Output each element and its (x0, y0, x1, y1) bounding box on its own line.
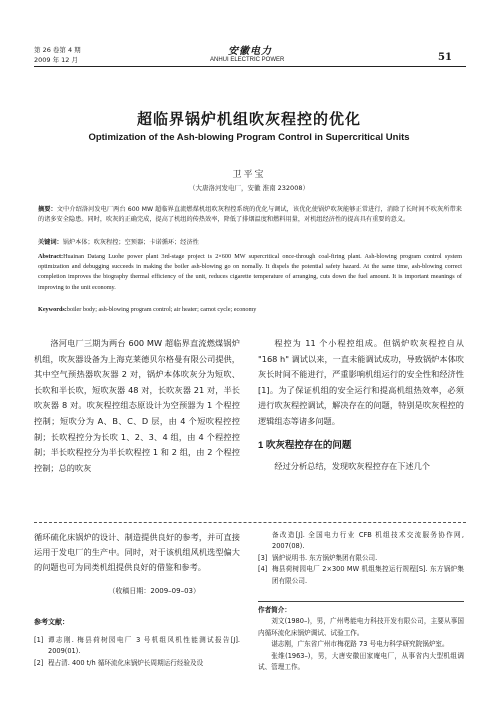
section-heading: 1 吹灰程控存在的问题 (258, 439, 352, 451)
author-intro-item: 刘文(1980–)，男，广州粤能电力科技开发有限公司，主要从事国内循环流化床锅炉调试、试验工作。 (258, 617, 464, 637)
page-number: 51 (438, 52, 452, 63)
section-separator (34, 522, 466, 523)
title-zh: 超临界锅炉机组吹灰程控的优化 (136, 110, 361, 128)
continued-text: 循环硫化床锅炉的设计、制造提供良好的参考，并可直接运用于发电厂的生产中。同时，对于该机组风机选型偏大的问题也可为同类机组提供良好的借鉴和参考。 (34, 532, 240, 573)
reference-number (258, 530, 272, 553)
issue-date: 2009 年 12 月 (34, 56, 79, 64)
author-intro-item: 张维(1963–)，男，大唐安徽田家庵电厂，从事省内大型机组调试、管理工作。 (258, 651, 464, 672)
received-date: （收稿日期：2009–09–03） (108, 586, 200, 595)
author: 卫平宝 (232, 170, 266, 180)
reference-number: [3] (258, 553, 268, 562)
body-left-paragraph: 洛河电厂三期为两台 600 MW 超临界直流燃煤锅炉机组，吹灰器设备为上海克莱德贝尔格曼有限公司提供，其中空气预热器吹灰器 2 对，锅炉本体吹灰分为短吹、长吹和半长吹，短吹灰器 48 对，长吹灰器 21 对，半长吹灰器 8 对。吹灰程控组态原设计为空预器为 1 个程控控制；短吹分为 A、B、C、D 层，由 4 个短吹程控控制；长吹程控分为长吹 1、2、3、4 组，由 4 个程控控制；半长吹程控分为半长吹程控 1 和 2 组，由 2 个程控控制；总的吹灰 (34, 338, 240, 473)
body-right-paragraph: 程控为 11 个小程控组成。但锅炉吹灰程控自从 "168 h" 调试以来，一直未能调试成功，导致锅炉本体吹灰长时间不能进行，严重影响机组运行的安全性和经济性[1]。为了保证机组的安全运行和提高机组热效率，必须进行吹灰程控调试，解决存在的问题，特别是吹灰程控的逻辑组态等诸多问题。 (258, 338, 464, 426)
reference-text: 谭志刚. 梅县荷树园电厂 3 号机组风机性能测试报告[J]. 2009(01). (48, 635, 240, 656)
reference-text: 梅县荷树园电厂 2×300 MW 机组集控运行规程[S]. 东方锅炉集团有限公司. (272, 565, 464, 585)
author-intro (258, 605, 464, 673)
keywords-zh-label: 关键词： (38, 239, 63, 246)
title-en: Optimization of the Ash-blowing Program Control in Supercritical Units (88, 132, 410, 143)
reference-item (34, 658, 240, 669)
references-list (34, 635, 240, 669)
keywords-zh (38, 238, 462, 248)
journal-logo: 安徽电力 (228, 46, 272, 57)
keywords-en-text: boiler body; ash-blowing program control; air heater; carnot cycle; economy (66, 306, 257, 313)
abstract-en-text: Huainan Datang Luohe power plant 3rd-stage project is 2×600 MW supercritical once-through coal-firing plant. Ash-blowing program control system optimization and debugging succeeds in making the boiler ash-blowing go on nomally. It dispels the potential safety hazard. At the same time, ash-blowing correct completion improves the biography thermal efficiency of the unit, reduces cigarette temperature of arranging, cuts down the fuel amount. It is important meanings of improving to the unit economy. (38, 253, 462, 291)
keywords-en-label: Keywords: (38, 306, 67, 313)
section-paragraph: 经过分析总结，发现吹灰程控存在下述几个 (274, 461, 430, 472)
author-intro-title: 作者简介： (258, 606, 291, 615)
abstract-en (38, 252, 462, 293)
issue-volume: 第 26 卷第 4 期 (34, 46, 81, 54)
reference-number: [4] (258, 565, 268, 574)
reference-number: [2] (34, 658, 44, 667)
journal-name-en: ANHUI ELECTRIC POWER (210, 57, 285, 63)
reference-item (258, 564, 464, 587)
references-continued (258, 530, 464, 587)
author-intro-rule (258, 601, 464, 602)
bottom-left-block (34, 530, 240, 669)
abstract-zh (38, 205, 462, 225)
reference-item (34, 635, 240, 658)
keywords-en (38, 305, 462, 315)
keywords-zh-text: 锅炉本体；吹灰程控；空预器；卡诺循环；经济性 (62, 239, 199, 246)
reference-text: 锅炉说明书. 东方锅炉集团有限公司. (272, 553, 378, 562)
abstract-en-label: Abstract: (38, 253, 64, 260)
reference-item (258, 553, 464, 564)
abstract-zh-text: 文中介绍洛河发电厂两台 600 MW 超临界直流燃煤机组吹灰程控系统的优化与调试，该优化使锅炉吹灰能够正常进行，消除了长时间不吹灰所带来的诸多安全隐患。同时，吹灰的正确完成，提高了机组的传热效率，降低了排烟温度和燃料用量，对机组经济性的提高具有重要的意义。 (38, 206, 462, 224)
body-right-column (258, 336, 464, 475)
reference-number: [1] (34, 635, 44, 644)
reference-text: 程占清. 400 t/h 循环流化床锅炉长周期运行经验及设 (48, 658, 204, 667)
reference-item (258, 530, 464, 553)
abstract-zh-label: 摘要： (38, 206, 57, 213)
affiliation: （大唐洛河发电厂，安徽 淮南 232008） (189, 184, 309, 192)
bottom-right-block (258, 530, 464, 673)
author-intro-item: 谌志刚，广东省广州市梅花路 73 号电力科学研究院锅炉室。 (271, 640, 449, 649)
reference-text: 备改造[J]. 全国电力行业 CFB 机组技术交流服务协作网, 2007(08). (272, 531, 464, 551)
header-rule (34, 66, 466, 67)
references-title: 参考文献： (34, 618, 69, 627)
